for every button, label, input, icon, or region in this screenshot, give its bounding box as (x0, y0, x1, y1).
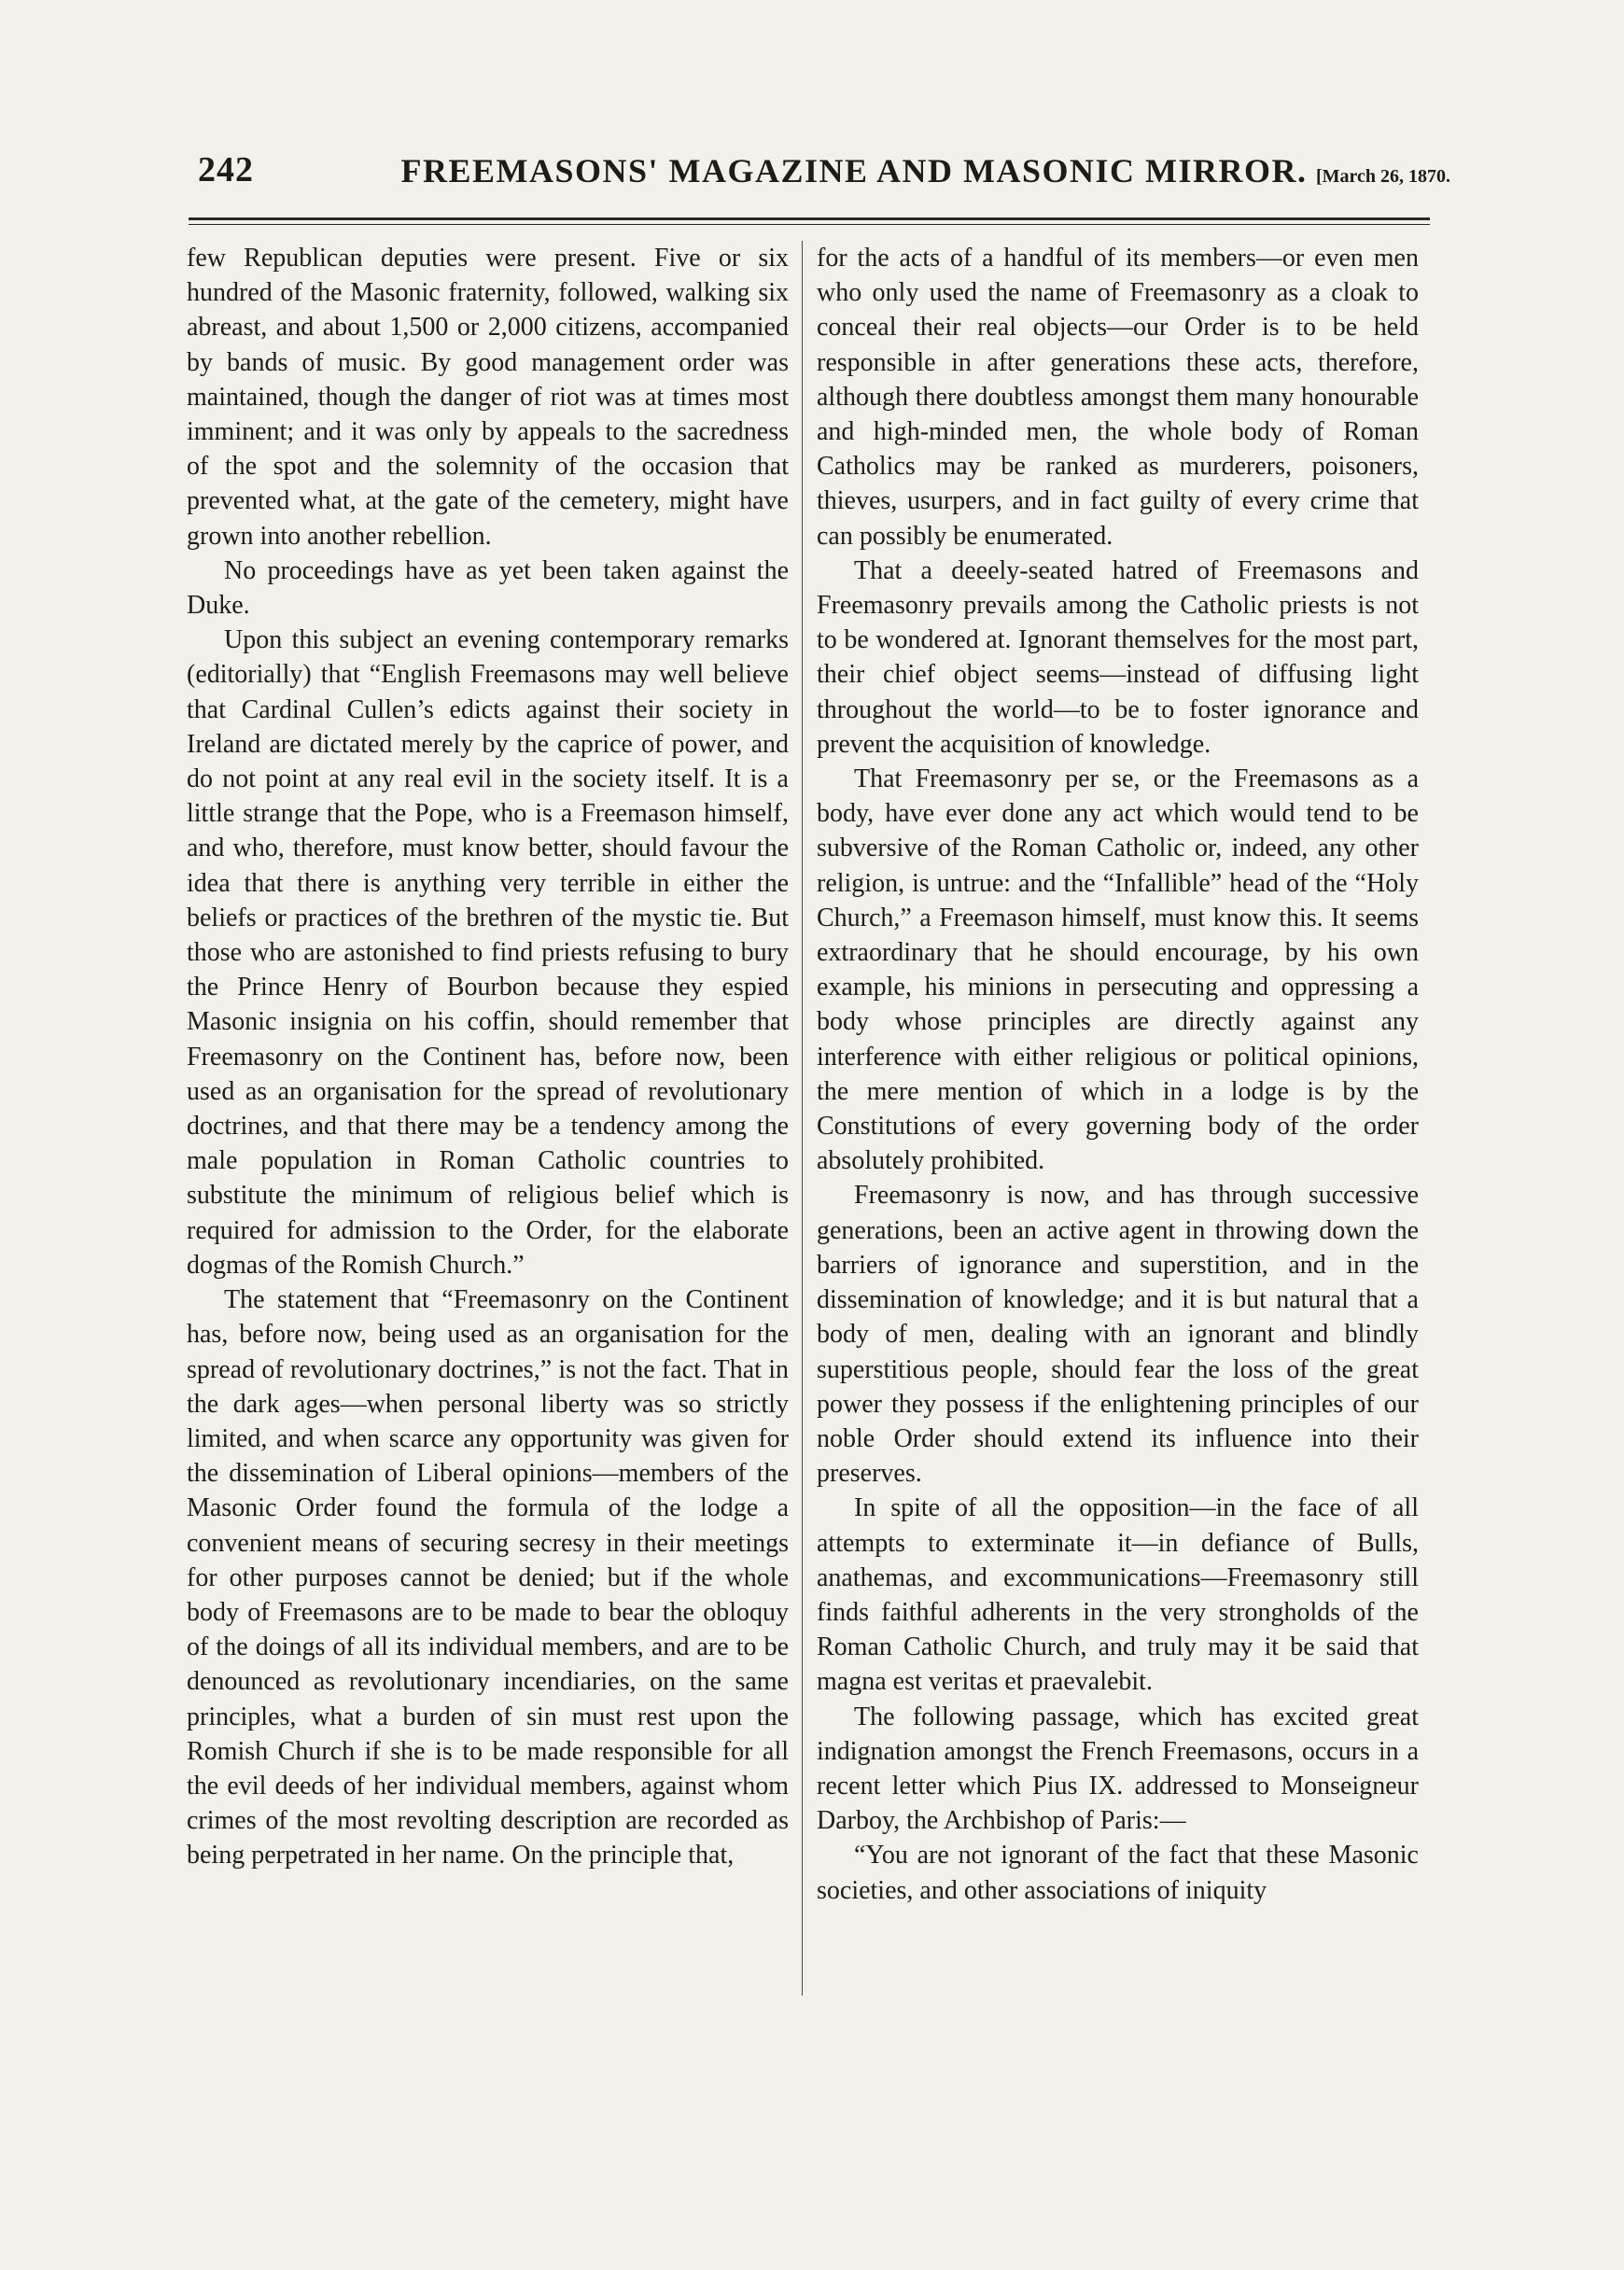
paragraph: The following passage, which has excited great indignation amongst the French Freemasons, occurs in a recent letter which Pius IX. addressed to Monseigneur Darboy, the Archbishop of Paris:— (817, 1702, 1419, 1836)
paragraph: for the acts of a handful of its members—or even men who only used the name of Freemasonry as a cloak to conceal their real objects—our Order is to be held responsible in after generations these acts, therefore, although there doubtless amongst them many honourable and high-minded men, the whole body of Roman Catholics may be ranked as murderers, poisoners, thieves, usurpers, and in fact guilty of every crime that can possibly be enumerated. (817, 244, 1419, 551)
header-rule-thin (189, 224, 1430, 225)
paragraph: That a deeely-seated hatred of Freemasons and Freemasonry prevails among the Catholic priests is not to be wondered at. Ignorant themselves for the most part, their chief object seems—instead of diffusing light throughout the world—to be to foster ignorance and prevent the acquisition of knowledge. (817, 555, 1419, 759)
header-rule-thick (189, 217, 1430, 220)
paragraph: The statement that “Freemasonry on the Continent has, before now, being used as an organisation for the spread of revolutionary doctrines,” is not the fact. That in the dark ages—when personal liberty was so strictly limited, and when scarce any opportunity was given for the dissemination of Liberal opinions—members of the Masonic Order found the formula of the lodge a convenient means of securing secresy in their meetings for other purposes cannot be denied; but if the whole body of Freemasons are to be made to bear the obloquy of the doings of all its individual members, and are to be denounced as revolutionary incendiaries, on the same principles, what a burden of sin must rest upon the Romish Church if she is to be made responsible for all the evil deeds of her individual members, against whom crimes of the most revolting description are recorded as being perpetrated in her name. On the principle that, (187, 1285, 789, 1871)
paragraph: In spite of all the opposition—in the face of all attempts to exterminate it—in defiance of Bulls, anathemas, and excommunications—Freemasonry still finds faithful adherents in the very strongholds of the Roman Catholic Church, and truly may it be said that magna est veritas et praevalebit. (817, 1493, 1419, 1697)
column-divider (802, 241, 803, 1996)
paragraph: That Freemasonry per se, or the Freemasons as a body, have ever done any act which would tend to be subversive of the Roman Catholic or, indeed, any other religion, is untrue: and the “Infallible” head of the “Holy Church,” a Freemason himself, must know this. It seems extraordinary that he should encourage, by his own example, his minions in persecuting and oppressing a body whose principles are directly against any interference with either religious or political opinions, the mere mention of which in a lodge is by the Constitutions of every governing body of the order absolutely prohibited. (817, 764, 1419, 1176)
paragraph: few Republican deputies were present. Five or six hundred of the Masonic fraternity, followed, walking six abreast, and about 1,500 or 2,000 citizens, accompanied by bands of music. By good management order was maintained, though the danger of riot was at times most imminent; and it was only by appeals to the sacredness of the spot and the solemnity of the occasion that prevented what, at the gate of the cemetery, might have grown into another rebellion. (187, 244, 789, 551)
issue-date: [March 26, 1870. (1316, 166, 1451, 187)
left-column (187, 241, 789, 1873)
page-number: 242 (198, 150, 254, 189)
right-column (817, 241, 1419, 1908)
masthead-title: FREEMASONS' MAGAZINE AND MASONIC MIRROR. (400, 152, 1308, 189)
paragraph: Upon this subject an evening contemporary remarks (editorially) that “English Freemasons may well believe that Cardinal Cullen’s edicts against their society in Ireland are dictated merely by the caprice of power, and do not point at any real evil in the society itself. It is a little strange that the Pope, who is a Freemason himself, and who, therefore, must know better, should favour the idea that there is anything very terrible in either the beliefs or practices of the brethren of the mystic tie. But those who are astonished to find priests refusing to bury the Prince Henry of Bourbon because they espied Masonic insignia on his coffin, should remember that Freemasonry on the Continent has, before now, been used as an organisation for the spread of revolutionary doctrines, and that there may be a tendency among the male population in Roman Catholic countries to substitute the minimum of religious belief which is required for admission to the Order, for the elaborate dogmas of the Romish Church.” (187, 625, 789, 1280)
paragraph: “You are not ignorant of the fact that these Masonic societies, and other associations of iniquity (817, 1841, 1419, 1905)
paragraph: No proceedings have as yet been taken against the Duke. (187, 555, 789, 621)
paragraph: Freemasonry is now, and has through successive generations, been an active agent in throwing down the barriers of ignorance and superstition, and in the dissemination of knowledge; and it is but natural that a body of men, dealing with an ignorant and blindly superstitious people, should fear the loss of the great power they possess if the enlightening principles of our noble Order should extend its influence into their preserves. (817, 1181, 1419, 1489)
